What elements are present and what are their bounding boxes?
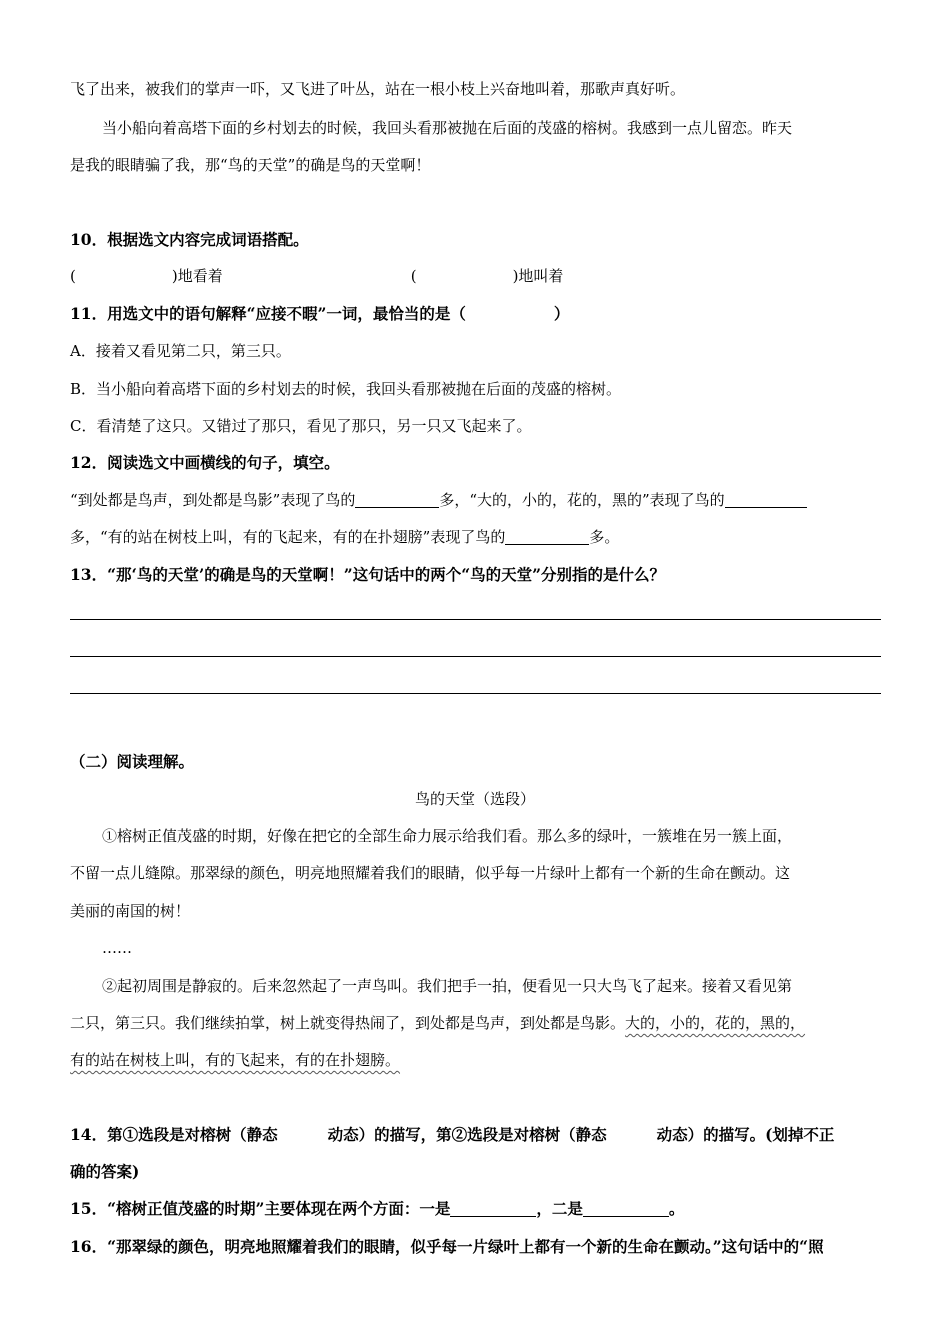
option-c[interactable]: C．看清楚了这只。又错过了那只，看见了那只，另一只又飞起来了。 (70, 417, 532, 435)
paren-close: ） (553, 304, 570, 323)
fill-text: 多。 (589, 528, 620, 546)
passage-title: 鸟的天堂（选段） (414, 790, 535, 808)
answer-item: )地叫着 (512, 267, 564, 285)
question-12-line1 (70, 490, 807, 510)
answer-line[interactable] (70, 619, 881, 620)
question-11-text: 11．用选文中的语句解释“应接不暇”一词，最恰当的是（ (70, 304, 466, 323)
paren-open: ( (410, 267, 417, 285)
question-14-text: 14．第①选段是对榕树（静态 (70, 1125, 278, 1144)
question-10-title: 10．根据选文内容完成词语搭配。 (70, 230, 309, 249)
fill-text: 多，“有的站在树枝上叫，有的飞起来，有的在扑翅膀”表现了鸟的 (70, 528, 506, 546)
paragraph-2-text: 二只，第三只。我们继续拍掌，树上就变得热闹了，到处都是鸟声，到处都是鸟影。 (70, 1014, 626, 1032)
fill-blank[interactable] (355, 491, 439, 508)
question-15-text: 15．“榕树正值茂盛的时期”主要体现在两个方面：一是 (70, 1199, 451, 1218)
paragraph-2-line: ②起初周围是静寂的。后来忽然起了一声鸟叫。我们把手一拍，便看见一只大鸟飞了起来。接着又看见第 (102, 977, 793, 995)
question-12-line2 (70, 527, 619, 547)
fill-blank[interactable] (505, 528, 589, 545)
question-13-title: 13．“那‘鸟的天堂’的确是鸟的天堂啊！”这句话中的两个“鸟的天堂”分别指的是什么？ (70, 565, 666, 584)
paragraph-2-line (70, 1050, 400, 1070)
fill-text: 多，“大的，小的，花的，黑的”表现了鸟的 (439, 491, 725, 509)
fill-blank[interactable] (450, 1200, 536, 1217)
question-11-title (70, 304, 569, 324)
fill-blank[interactable] (725, 491, 807, 508)
question-10-answers (70, 266, 563, 286)
passage-line: 当小船向着高塔下面的乡村划去的时候，我回头看那被抛在后面的茂盛的榕树。我感到一点儿留恋。昨天 (102, 119, 793, 137)
paragraph-2-line (70, 1013, 805, 1033)
question-12-title: 12．阅读选文中画横线的句子，填空。 (70, 453, 340, 472)
passage-line: 是我的眼睛骗了我，那“鸟的天堂”的确是鸟的天堂啊！ (70, 156, 431, 174)
question-14-text: 动态）的描写。(划掉不正 (656, 1125, 835, 1144)
question-14-text: 动态）的描写，第②选段是对榕树（静态 (327, 1125, 607, 1144)
paragraph-1-line: 美丽的南国的树！ (70, 902, 191, 920)
answer-item: )地看着 (171, 267, 223, 285)
question-15 (70, 1199, 684, 1219)
answer-line[interactable] (70, 693, 881, 694)
paren-open: ( (70, 267, 76, 285)
question-14-line1 (70, 1125, 834, 1145)
section-heading: （二）阅读理解。 (70, 752, 195, 771)
option-b[interactable]: B．当小船向着高塔下面的乡村划去的时候，我回头看那被抛在后面的茂盛的榕树。 (70, 380, 622, 398)
passage-line: 飞了出来，被我们的掌声一吓，又飞进了叶丛，站在一根小枝上兴奋地叫着，那歌声真好听。 (70, 80, 686, 98)
question-15-text: ，二是 (536, 1199, 583, 1218)
underlined-sentence: 有的站在树枝上叫，有的飞起来，有的在扑翅膀。 (70, 1051, 401, 1069)
underlined-sentence: 大的，小的，花的，黑的， (625, 1014, 806, 1032)
question-16-title: 16．“那翠绿的颜色，明亮地照耀着我们的眼睛，似乎每一片绿叶上都有一个新的生命在颤动。”这句话中的“照 (70, 1237, 824, 1256)
paragraph-1-line: 不留一点儿缝隙。那翠绿的颜色，明亮地照耀着我们的眼睛，似乎每一片绿叶上都有一个新的生命在颤动。这 (70, 864, 791, 882)
paragraph-1-line: ①榕树正值茂盛的时期，好像在把它的全部生命力展示给我们看。那么多的绿叶，一簇堆在另一簇上面， (102, 827, 793, 845)
question-14-line2: 确的答案) (70, 1162, 140, 1181)
ellipsis: …… (102, 939, 132, 957)
question-15-text: 。 (668, 1199, 685, 1218)
fill-text: “到处都是鸟声，到处都是鸟影”表现了鸟的 (70, 491, 356, 509)
fill-blank[interactable] (583, 1200, 669, 1217)
option-a[interactable]: A．接着又看见第二只，第三只。 (70, 342, 291, 360)
answer-line[interactable] (70, 656, 881, 657)
